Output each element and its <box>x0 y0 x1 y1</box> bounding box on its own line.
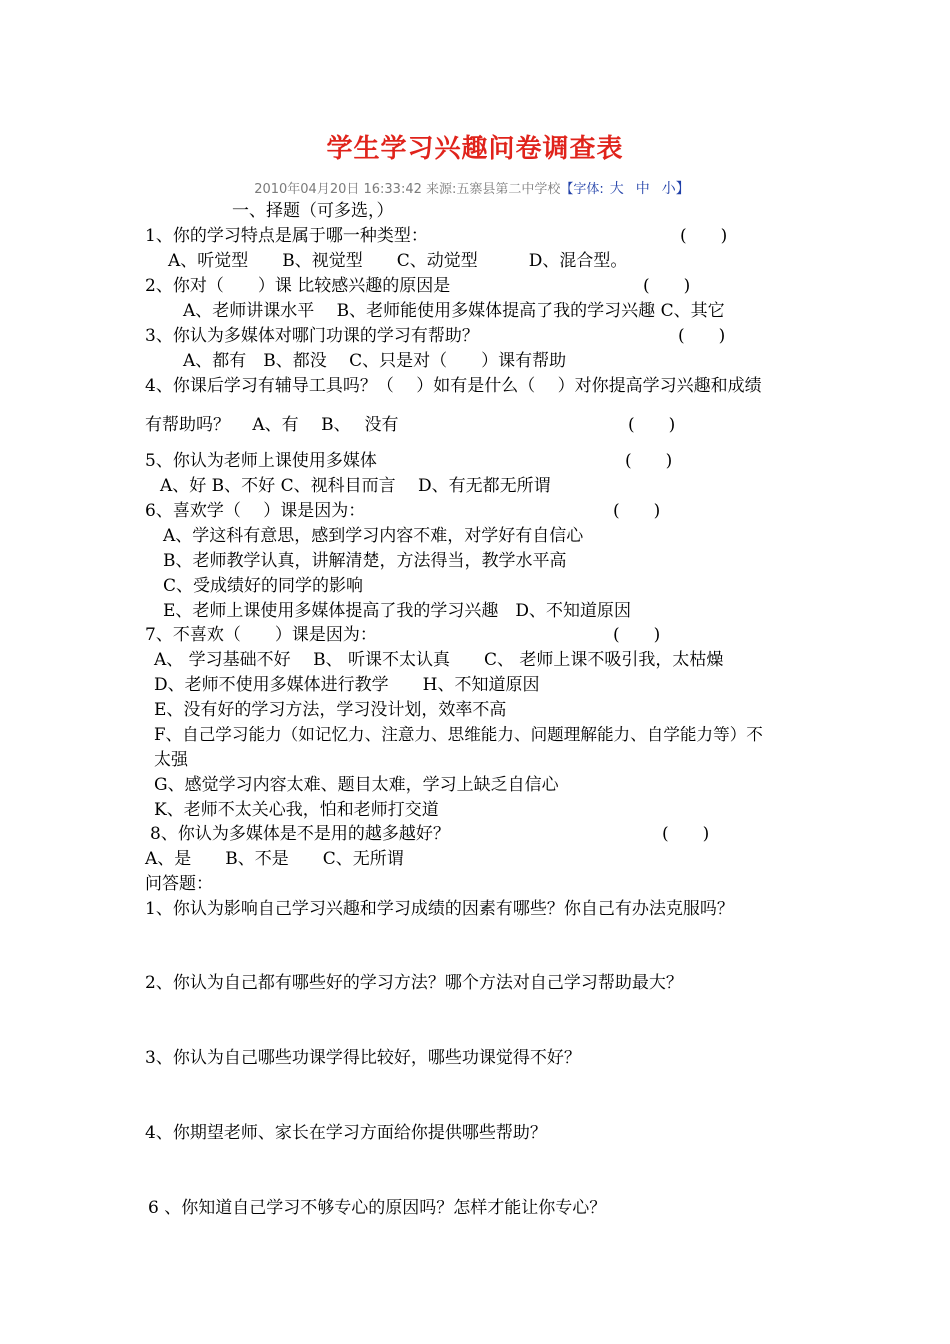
question-7-option: E、没有好的学习方法，学习没计划，效率不高 <box>154 700 507 720</box>
question-4-continued: 有帮助吗？ A、有 B、 没有 <box>145 415 399 435</box>
publish-datetime: 2010年04月20日 16:33:42 <box>254 182 422 197</box>
answer-blank-1: ( ) <box>680 226 728 246</box>
font-small-link[interactable]: 小】 <box>661 181 690 197</box>
answer-blank-8: ( ) <box>662 824 710 844</box>
section-heading-open: 问答题： <box>145 874 213 894</box>
answer-blank-3: ( ) <box>678 326 726 346</box>
question-6-option: E、老师上课使用多媒体提高了我的学习兴趣 D、不知道原因 <box>163 601 632 621</box>
answer-blank-4: ( ) <box>628 415 676 435</box>
question-2-options: A、老师讲课水平 B、老师能使用多媒体提高了我的学习兴趣 C、其它 <box>183 301 725 321</box>
question-6: 6、喜欢学（ ）课是因为： <box>145 501 366 521</box>
question-8: 8、你认为多媒体是不是用的越多越好？ <box>150 824 450 844</box>
question-4: 4、你课后学习有辅导工具吗？（ ）如有是什么（ ）对你提高学习兴趣和成绩 <box>145 376 762 396</box>
article-meta <box>0 178 950 198</box>
answer-blank-5: ( ) <box>625 451 673 471</box>
question-3: 3、你认为多媒体对哪门功课的学习有帮助？ <box>145 326 479 346</box>
open-question: 1、你认为影响自己学习兴趣和学习成绩的因素有哪些？你自己有办法克服吗？ <box>145 899 734 919</box>
font-size-label: 【字体: <box>560 182 604 197</box>
font-large-link[interactable]: 大 <box>609 181 624 197</box>
answer-blank-2: ( ) <box>643 276 691 296</box>
question-7-option: K、老师不太关心我，怕和老师打交道 <box>154 800 439 820</box>
question-8-options: A、是 B、不是 C、无所谓 <box>145 849 404 869</box>
question-2: 2、你对（ ）课 比较感兴趣的原因是 <box>145 276 451 296</box>
question-7-option: F、自己学习能力（如记忆力、注意力、思维能力、问题理解能力、自学能力等）不 <box>154 725 763 744</box>
question-7: 7、不喜欢（ ）课是因为： <box>145 625 377 645</box>
question-6-option: A、学这科有意思，感到学习内容不难，对学好有自信心 <box>163 526 584 546</box>
source: 来源:五寨县第二中学校 <box>426 182 561 197</box>
page-title: 学生学习兴趣问卷调查表 <box>326 134 624 164</box>
font-medium-link[interactable]: 中 <box>635 181 650 197</box>
question-6-option: C、受成绩好的同学的影响 <box>163 576 364 596</box>
open-question: 3、你认为自己哪些功课学得比较好，哪些功课觉得不好？ <box>145 1048 581 1068</box>
question-7-option: D、老师不使用多媒体进行教学 H、不知道原因 <box>154 675 540 695</box>
question-7-option: A、 学习基础不好 B、 听课不太认真 C、 老师上课不吸引我，太枯燥 <box>154 650 724 670</box>
question-5-options: A、好 B、不好 C、视科目而言 D、有无都无所谓 <box>160 476 551 496</box>
section-heading-choice: 一、择题（可多选，） <box>232 201 394 221</box>
open-question: 6 、你知道自己学习不够专心的原因吗？怎样才能让你专心？ <box>148 1198 607 1218</box>
answer-blank-6: ( ) <box>613 501 661 521</box>
question-1-options: A、听觉型 B、视觉型 C、动觉型 D、混合型。 <box>168 251 628 271</box>
question-7-option: G、感觉学习内容太难、题目太难，学习上缺乏自信心 <box>154 775 559 795</box>
question-5: 5、你认为老师上课使用多媒体 <box>145 451 377 471</box>
question-1: 1、你的学习特点是属于哪一种类型： <box>145 226 428 246</box>
open-question: 4、你期望老师、家长在学习方面给你提供哪些帮助？ <box>145 1123 547 1143</box>
question-6-option: B、老师教学认真，讲解清楚，方法得当，教学水平高 <box>163 551 567 571</box>
question-3-options: A、都有 B、都没 C、只是对（ ）课有帮助 <box>183 351 567 371</box>
answer-blank-7: ( ) <box>613 625 661 645</box>
open-question: 2、你认为自己都有哪些好的学习方法？哪个方法对自己学习帮助最大？ <box>145 973 683 993</box>
question-7-option: 太强 <box>154 750 188 770</box>
